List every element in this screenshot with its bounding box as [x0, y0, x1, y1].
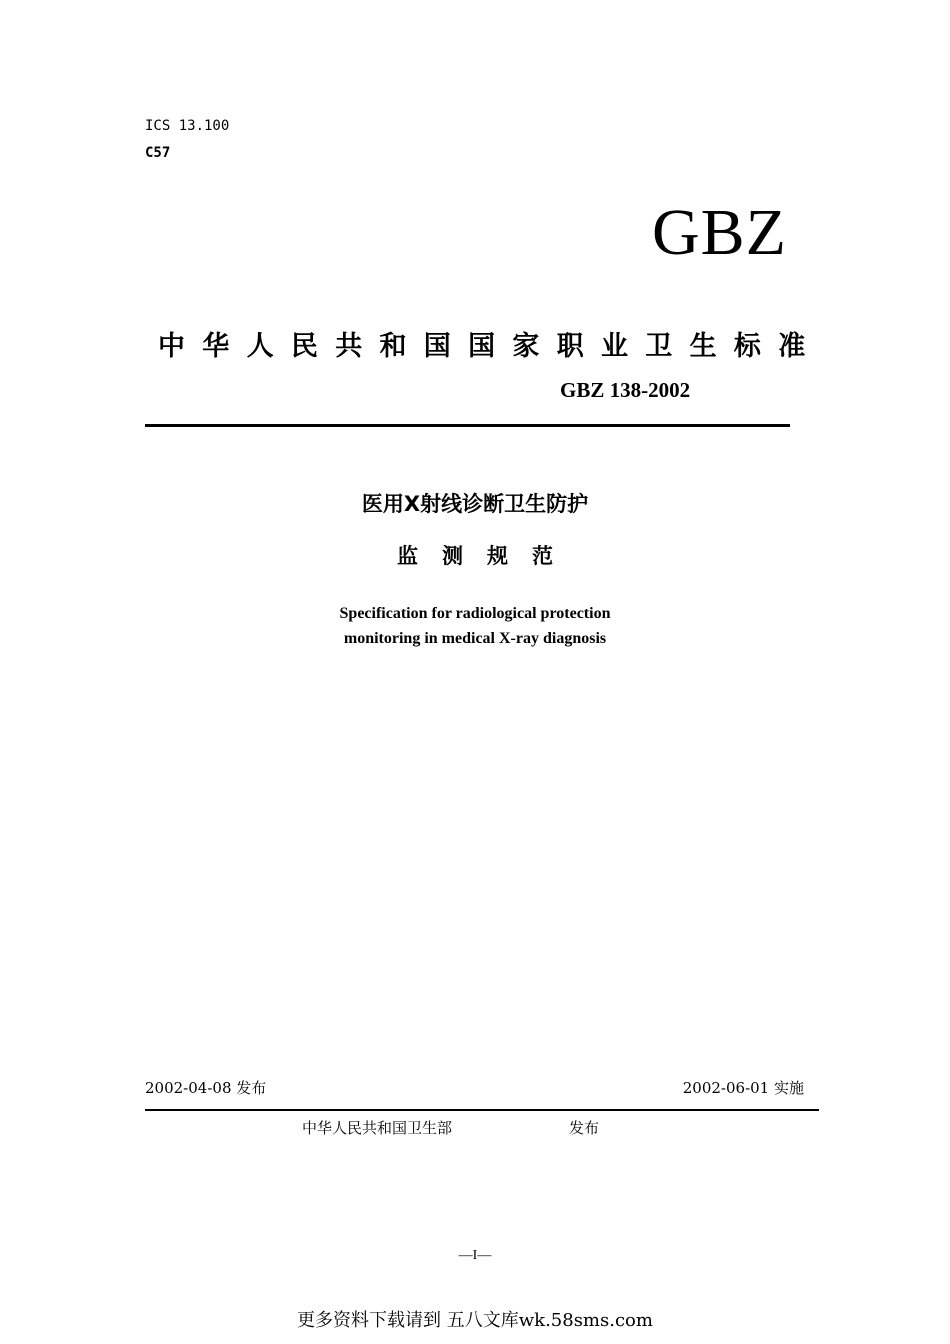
standard-logo: GBZ	[652, 196, 787, 269]
footer-link[interactable]: 更多资料下载请到 五八文库wk.58sms.com	[297, 1310, 653, 1331]
top-divider	[145, 424, 790, 427]
standard-title: 中华人民共和国国家职业卫生标准	[158, 331, 823, 362]
ics-code: ICS 13.100	[145, 118, 230, 134]
issue-date: 2002-04-08 发布	[145, 1079, 267, 1097]
implementation-date: 2002-06-01 实施	[682, 1079, 804, 1097]
bottom-divider	[145, 1109, 819, 1111]
issuer-name: 中华人民共和国卫生部	[302, 1119, 453, 1137]
ccs-code: C57	[145, 145, 171, 161]
issuer-action: 发布	[569, 1119, 600, 1137]
page-number: —I—	[458, 1248, 492, 1263]
document-title-cn-line2: 监测规范	[397, 544, 577, 568]
document-title-en-line1: Specification for radiological protection	[339, 605, 611, 622]
document-title-en-line2: monitoring in medical X-ray diagnosis	[343, 630, 607, 647]
standard-code: GBZ 138-2002	[560, 378, 691, 402]
document-title-cn-line1: 医用X射线诊断卫生防护	[361, 492, 589, 516]
